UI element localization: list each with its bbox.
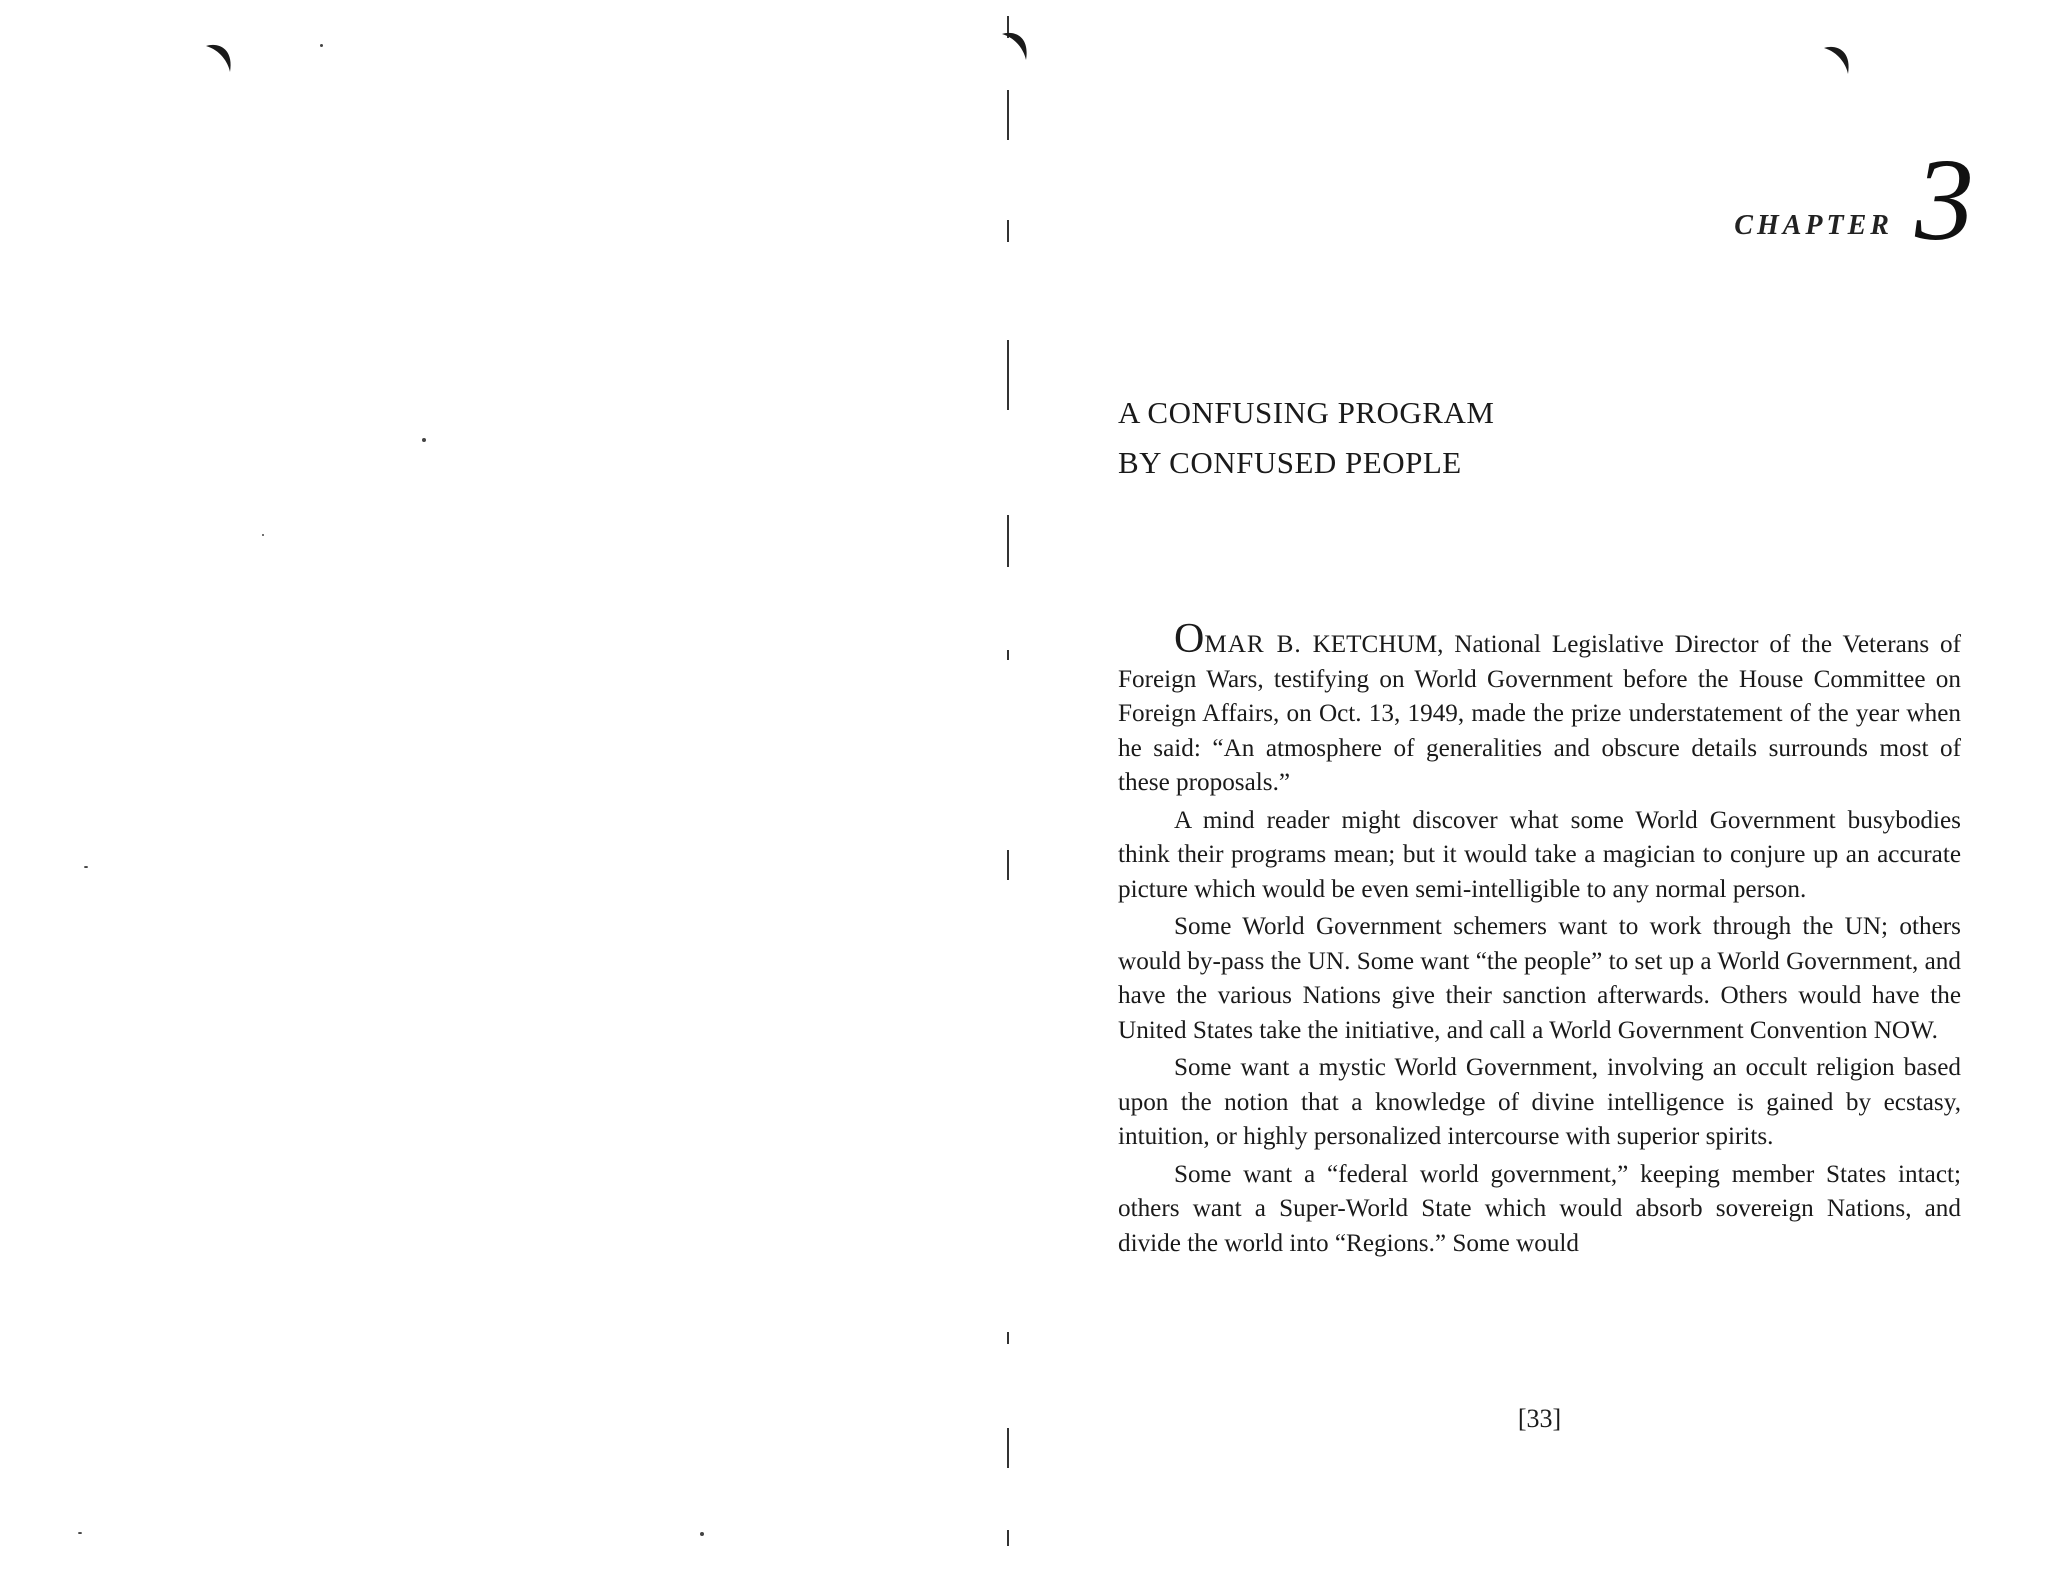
drop-cap: O	[1174, 616, 1205, 662]
paragraph: Some want a “federal world government,” keeping member States intact; others want a Super-World State which would absorb sovereign Nations, and divide the world into “Regions.” Some would	[1118, 1160, 1961, 1257]
paragraph	[1118, 616, 1962, 801]
registration-mark-icon	[1822, 42, 1856, 82]
page-number: [33]	[1517, 1404, 1562, 1433]
chapter-title-line: A CONFUSING PROGRAM	[1118, 395, 1495, 430]
body-text	[1118, 616, 1962, 1264]
left-page	[0, 0, 1012, 1576]
paragraph: A mind reader might discover what some World Government busybodies think their programs mean; but it would take a magician to conjure up an accurate picture which would be even semi-intelligible to any normal person.	[1118, 806, 1961, 903]
chapter-number: 3	[1915, 134, 1974, 265]
paragraph-text: KETCHUM, National Legislative Director of the Veterans of Foreign Wars, testifying on World Government before the House Committee on Foreign Affairs, on Oct. 13, 1949, made the prize understatement of the year when he said: “An atmosphere of generalities and obscure details surrounds most of these proposals.”	[1118, 631, 1962, 796]
paper-speck	[84, 866, 88, 868]
gutter-fold	[1005, 10, 1011, 1550]
lead-in: MAR B.	[1204, 631, 1302, 658]
registration-mark-icon	[1000, 28, 1034, 68]
paragraph: Some World Government schemers want to work through the UN; others would by-pass the UN. Some want “the people” to set up a World Government, and have the various Nations give their sanction afterwards. Others would have the United States take the initiative, and call a World Government Convention NOW.	[1118, 913, 1961, 1044]
paper-speck	[700, 1532, 704, 1536]
paper-speck	[262, 534, 264, 536]
paper-speck	[422, 438, 426, 442]
chapter-title-line: BY CONFUSED PEOPLE	[1118, 445, 1462, 480]
right-page	[1012, 0, 2048, 1576]
chapter-label: CHAPTER	[1734, 210, 1893, 242]
chapter-heading	[1734, 134, 1974, 265]
registration-mark-icon	[204, 40, 238, 80]
chapter-title	[1118, 388, 1494, 488]
paper-speck	[78, 1532, 82, 1534]
paragraph: Some want a mystic World Government, involving an occult religion based upon the notion that a knowledge of divine intelligence is gained by ecstasy, intuition, or highly personalized intercourse with superior spirits.	[1118, 1054, 1961, 1150]
paper-speck	[320, 44, 323, 47]
